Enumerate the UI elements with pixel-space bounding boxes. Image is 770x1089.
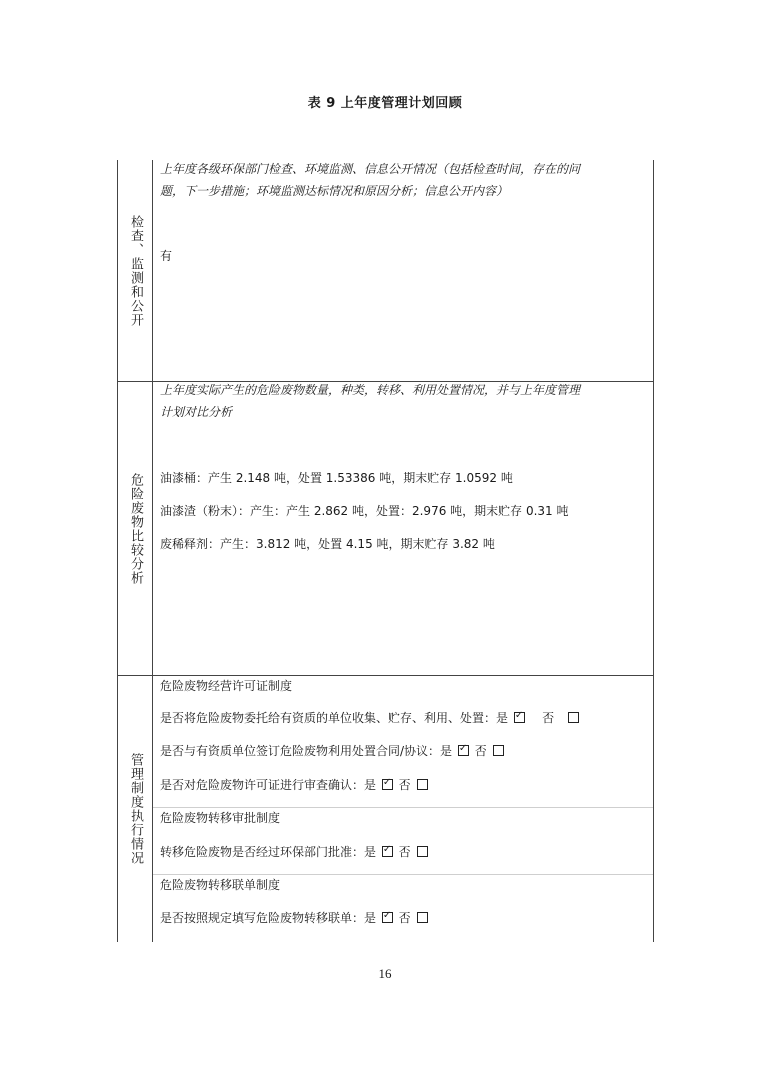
waste-row-paint-residue: 油漆渣（粉末）：产生：产生 2.862 吨，处置：2.976 吨，期末贮存 0.31 吨 (160, 504, 569, 518)
waste-row-paint-bucket: 油漆桶：产生 2.148 吨，处置 1.53386 吨，期末贮存 1.0592 吨 (160, 471, 513, 485)
yes-checkbox[interactable] (514, 712, 525, 723)
waste-heading-line-2: 计划对比分析 (160, 405, 233, 419)
section-label-text: 危险废物比较分析 (128, 472, 143, 585)
waste-heading-line-1: 上年度实际产生的危险废物数量，种类，转移、利用处置情况，并与上年度管理 (160, 383, 581, 397)
page-number: 16 (378, 966, 392, 981)
inspection-answer: 有 (160, 249, 173, 263)
no-checkbox[interactable] (568, 712, 579, 723)
no-checkbox[interactable] (417, 846, 428, 857)
yes-checkbox[interactable] (382, 846, 393, 857)
inspection-heading-line-2: 题，下一步措施；环境监测达标情况和原因分析；信息公开内容） (160, 184, 509, 198)
inspection-heading-line-1: 上年度各级环保部门检查、环境监测、信息公开情况（包括检查时间，存在的问 (160, 162, 581, 176)
question-entrust-qualified: 是否将危险废物委托给有资质的单位收集、贮存、利用、处置：是 ✓ 否 (160, 707, 644, 729)
question-contract-signed: 是否与有资质单位签订危险废物利用处置合同/协议：是 ✓ 否 (160, 740, 644, 762)
table-right-border (653, 160, 654, 942)
waste-row-thinner: 废稀释剂：产生：3.812 吨，处置 4.15 吨，期末贮存 3.82 吨 (160, 537, 495, 551)
yes-checkbox[interactable] (382, 779, 393, 790)
no-checkbox[interactable] (417, 779, 428, 790)
approval-system-title: 危险废物转移审批制度 (160, 811, 281, 825)
table-title: 表 9 上年度管理计划回顾 (307, 96, 463, 111)
manifest-system-title: 危险废物转移联单制度 (160, 878, 281, 892)
question-license-verified: 是否对危险废物许可证进行审查确认：是 ✓ 否 (160, 774, 644, 796)
no-checkbox[interactable] (493, 745, 504, 756)
no-checkbox[interactable] (417, 912, 428, 923)
question-manifest-filled: 是否按照规定填写危险废物转移联单：是 ✓ 否 (160, 907, 644, 929)
yes-checkbox[interactable] (458, 745, 469, 756)
section-label-waste-analysis (118, 383, 152, 674)
section-label-inspection (118, 162, 152, 380)
permit-system-title: 危险废物经营许可证制度 (160, 679, 293, 693)
section-label-management (118, 677, 152, 941)
question-transfer-approved: 转移危险废物是否经过环保部门批准：是 ✓ 否 (160, 841, 644, 863)
table-column-divider (152, 160, 153, 942)
yes-checkbox[interactable] (382, 912, 393, 923)
section-label-text: 检查、监测和公开 (128, 215, 143, 327)
section-label-text: 管理制度执行情况 (128, 753, 143, 865)
